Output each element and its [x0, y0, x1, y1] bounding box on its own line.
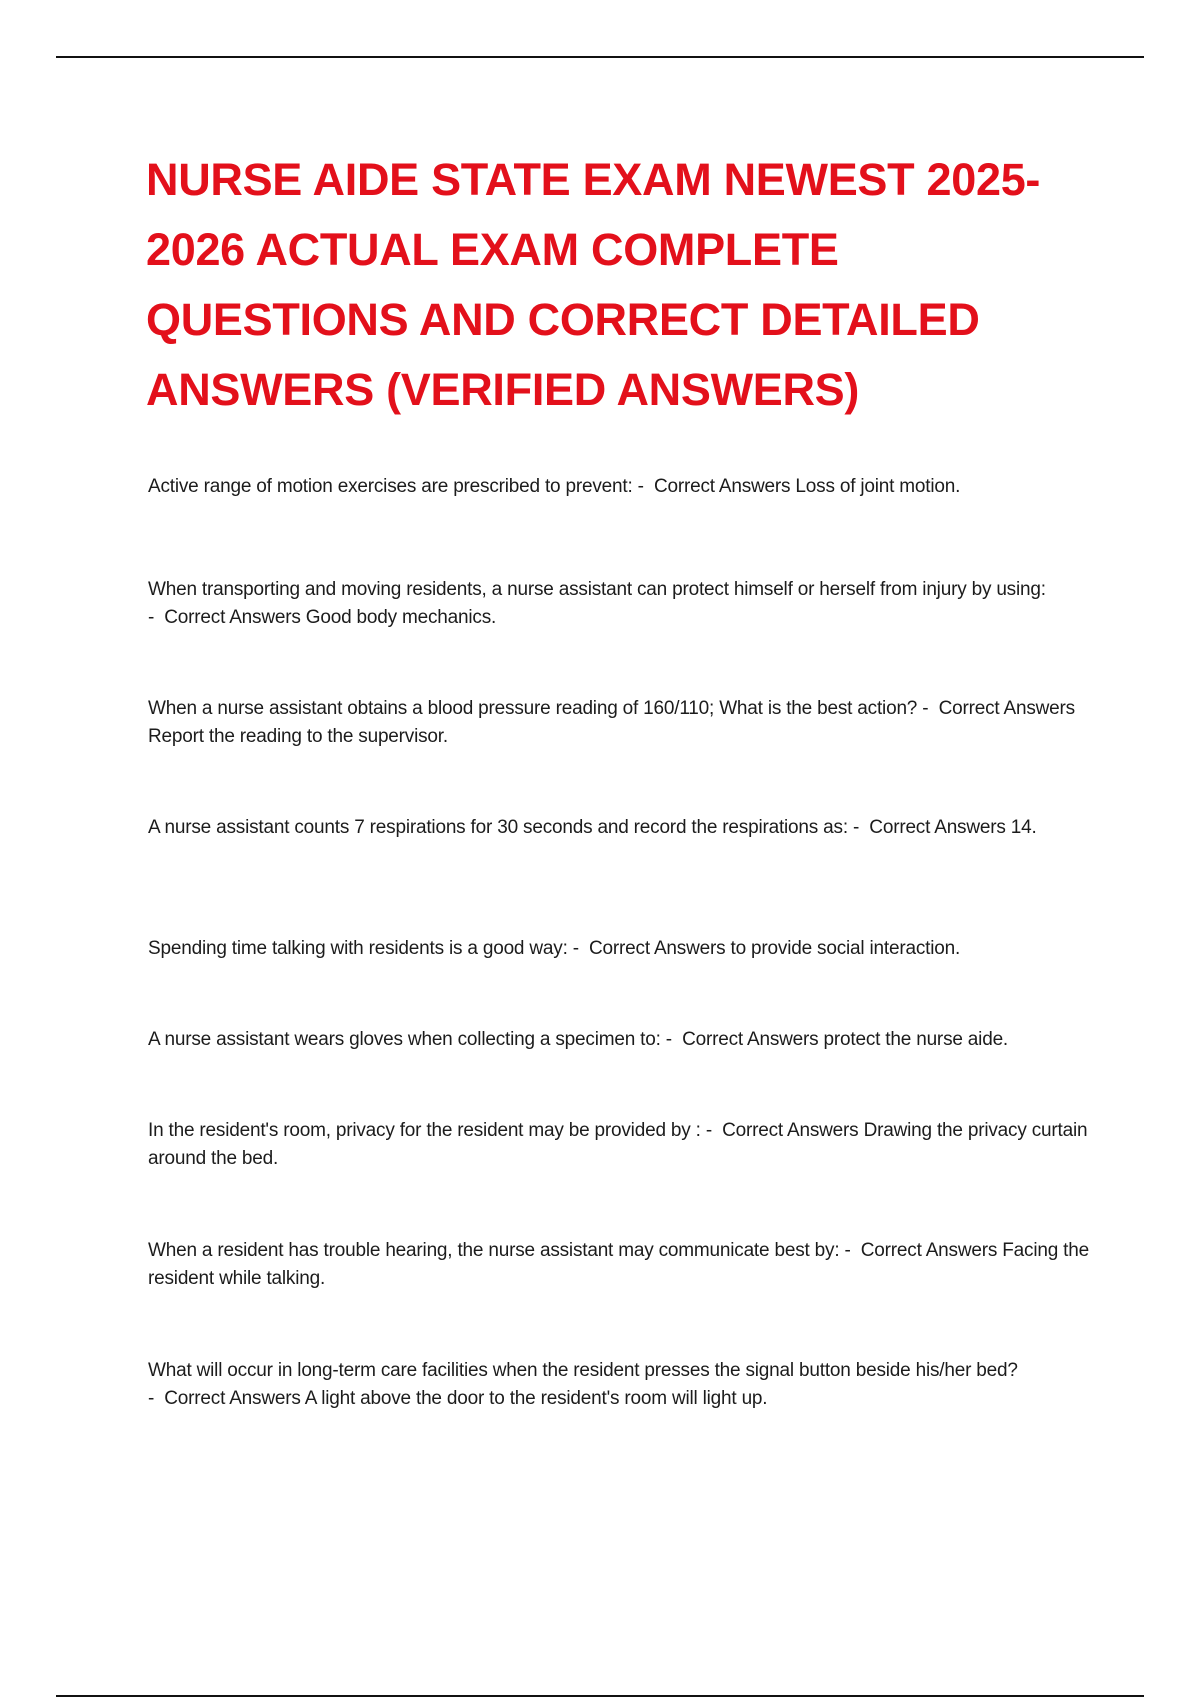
question-text: A nurse assistant wears gloves when collecting a specimen to:: [148, 1029, 661, 1050]
qa-item: [148, 1026, 1098, 1054]
answer-marker: - Correct Answers: [148, 1388, 301, 1409]
answer-marker: - Correct Answers: [637, 476, 791, 497]
qa-item: [148, 1357, 1098, 1413]
qa-item: [148, 473, 1098, 501]
answer-marker: - Correct Answers: [844, 1240, 998, 1261]
answer-text: to provide social interaction.: [730, 938, 961, 959]
qa-item: [148, 1237, 1098, 1293]
question-text: Spending time talking with residents is a good way:: [148, 938, 568, 959]
question-text: When a nurse assistant obtains a blood pressure reading of 160/110; What is the best action?: [148, 698, 918, 719]
answer-marker: - Correct Answers: [665, 1029, 819, 1050]
qa-item: [148, 695, 1098, 751]
question-text: A nurse assistant counts 7 respirations for 30 seconds and record the respirations as:: [148, 817, 848, 838]
answer-marker: - Correct Answers: [148, 607, 301, 628]
question-text: When transporting and moving residents, a nurse assistant can protect himself or herself from injury by using:: [148, 579, 1046, 600]
qa-item: [148, 1117, 1098, 1173]
answer-text: Report the reading to the supervisor.: [148, 726, 448, 747]
answer-text: Loss of joint motion.: [795, 476, 961, 497]
question-text: Active range of motion exercises are prescribed to prevent:: [148, 476, 633, 497]
answer-marker: - Correct Answers: [705, 1120, 859, 1141]
answer-text: A light above the door to the resident's room will light up.: [304, 1388, 768, 1409]
qa-item: [148, 814, 1098, 842]
answer-marker: - Correct Answers: [922, 698, 1075, 719]
document-title: NURSE AIDE STATE EXAM NEWEST 2025-2026 ACTUAL EXAM COMPLETE QUESTIONS AND CORRECT DETAILED ANSWERS (VERIFIED ANSWERS): [146, 154, 1041, 415]
qa-item: [148, 935, 1098, 963]
question-text: When a resident has trouble hearing, the nurse assistant may communicate best by:: [148, 1240, 840, 1261]
answer-text: Good body mechanics.: [305, 607, 497, 628]
answer-text: Facing the resident while talking.: [148, 1240, 1089, 1289]
answer-text: protect the nurse aide.: [823, 1029, 1009, 1050]
question-text: In the resident's room, privacy for the resident may be provided by :: [148, 1120, 701, 1141]
answer-marker: - Correct Answers: [853, 817, 1006, 838]
qa-item: [148, 576, 1098, 632]
answer-marker: - Correct Answers: [572, 938, 726, 959]
answer-text: Drawing the privacy curtain around the bed.: [148, 1120, 1088, 1169]
question-text: What will occur in long-term care facilities when the resident presses the signal button beside his/her bed?: [148, 1360, 1018, 1381]
bottom-divider: [56, 1695, 1144, 1697]
answer-text: 14.: [1010, 817, 1037, 838]
